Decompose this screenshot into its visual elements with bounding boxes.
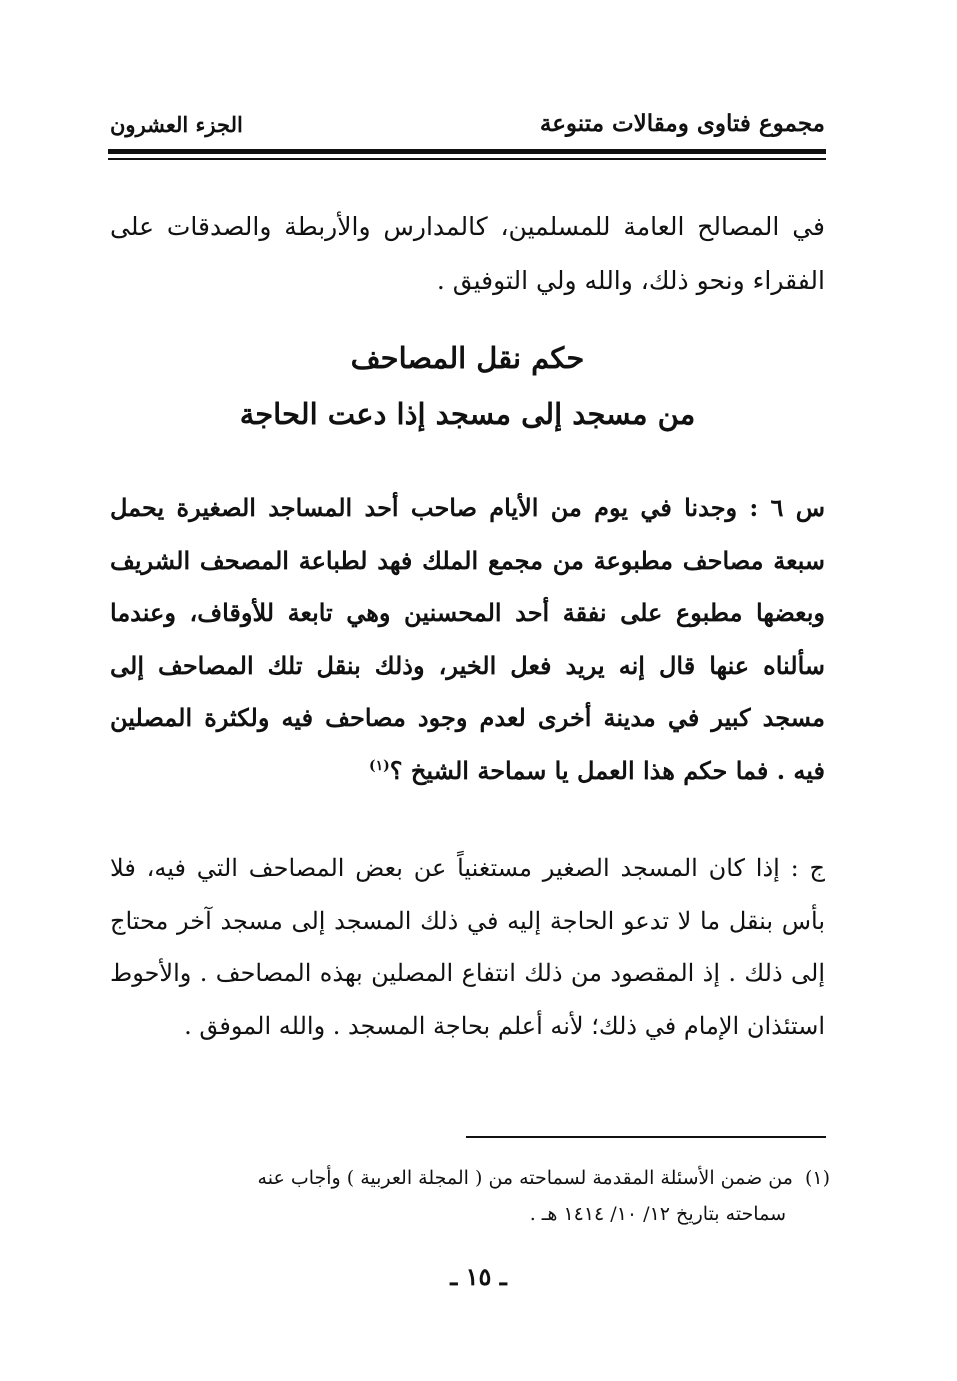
question-paragraph: [110, 482, 825, 797]
footnote-text-line2: سماحته بتاريخ ١٢/ ١٠/ ١٤١٤ هـ .: [529, 1203, 786, 1225]
footnote-reference: (١): [368, 757, 390, 774]
question-text: س ٦ : وجدنا في يوم من الأيام صاحب أحد المساجد الصغيرة يحمل سبعة مصاحف مطبوعة من مجمع الملك فهد لطباعة المصحف الشريف وبعضها مطبوع على نفقة أحد المحسنين وهي تابعة للأوقاف، وعندما سألناه عنها قال إنه يريد فعل الخير، وذلك بنقل تلك المصاحف إلى مسجد كبير في مدينة أخرى لعدم وجود مصاحف فيه ولكثرة المصلين فيه . فما حكم هذا العمل يا سماحة الشيخ ؟: [110, 493, 825, 785]
volume-label: الجزء العشرون: [110, 112, 243, 137]
answer-paragraph: ج : إذا كان المسجد الصغير مستغنياً عن بعض المصاحف التي فيه، فلا بأس بنقل ما لا تدعو الحاجة إليه في ذلك المسجد إلى مسجد آخر محتاج إلى ذلك . إذ المقصود من ذلك انتفاع المصلين بهذه المصاحف . والأحوط استئذان الإمام في ذلك؛ لأنه أعلم بحاجة المسجد . والله الموفق .: [110, 854, 826, 1040]
section-heading-line2: من مسجد إلى مسجد إذا دعت الحاجة: [239, 397, 696, 431]
page-number: ـ ١٥ ـ: [450, 1262, 507, 1291]
footnote: [110, 1160, 830, 1232]
header-rule-thin: [108, 158, 826, 160]
footnote-separator: [466, 1136, 826, 1138]
footnote-line1: [110, 1160, 830, 1196]
intro-paragraph: في المصالح العامة للمسلمين، كالمدارس والأربطة والصدقات على الفقراء ونحو ذلك، والله ولي التوفيق .: [110, 212, 825, 295]
footnote-text-line1: من ضمن الأسئلة المقدمة لسماحته من ( المجلة العربية ) وأجاب عنه: [257, 1167, 793, 1189]
footnote-number: (١): [804, 1167, 830, 1189]
header-rule-thick: [108, 149, 826, 154]
book-title: مجموع فتاوى ومقالات متنوعة: [539, 110, 825, 137]
running-header: [110, 110, 825, 150]
section-heading-line1: حكم نقل المصاحف: [350, 341, 585, 375]
